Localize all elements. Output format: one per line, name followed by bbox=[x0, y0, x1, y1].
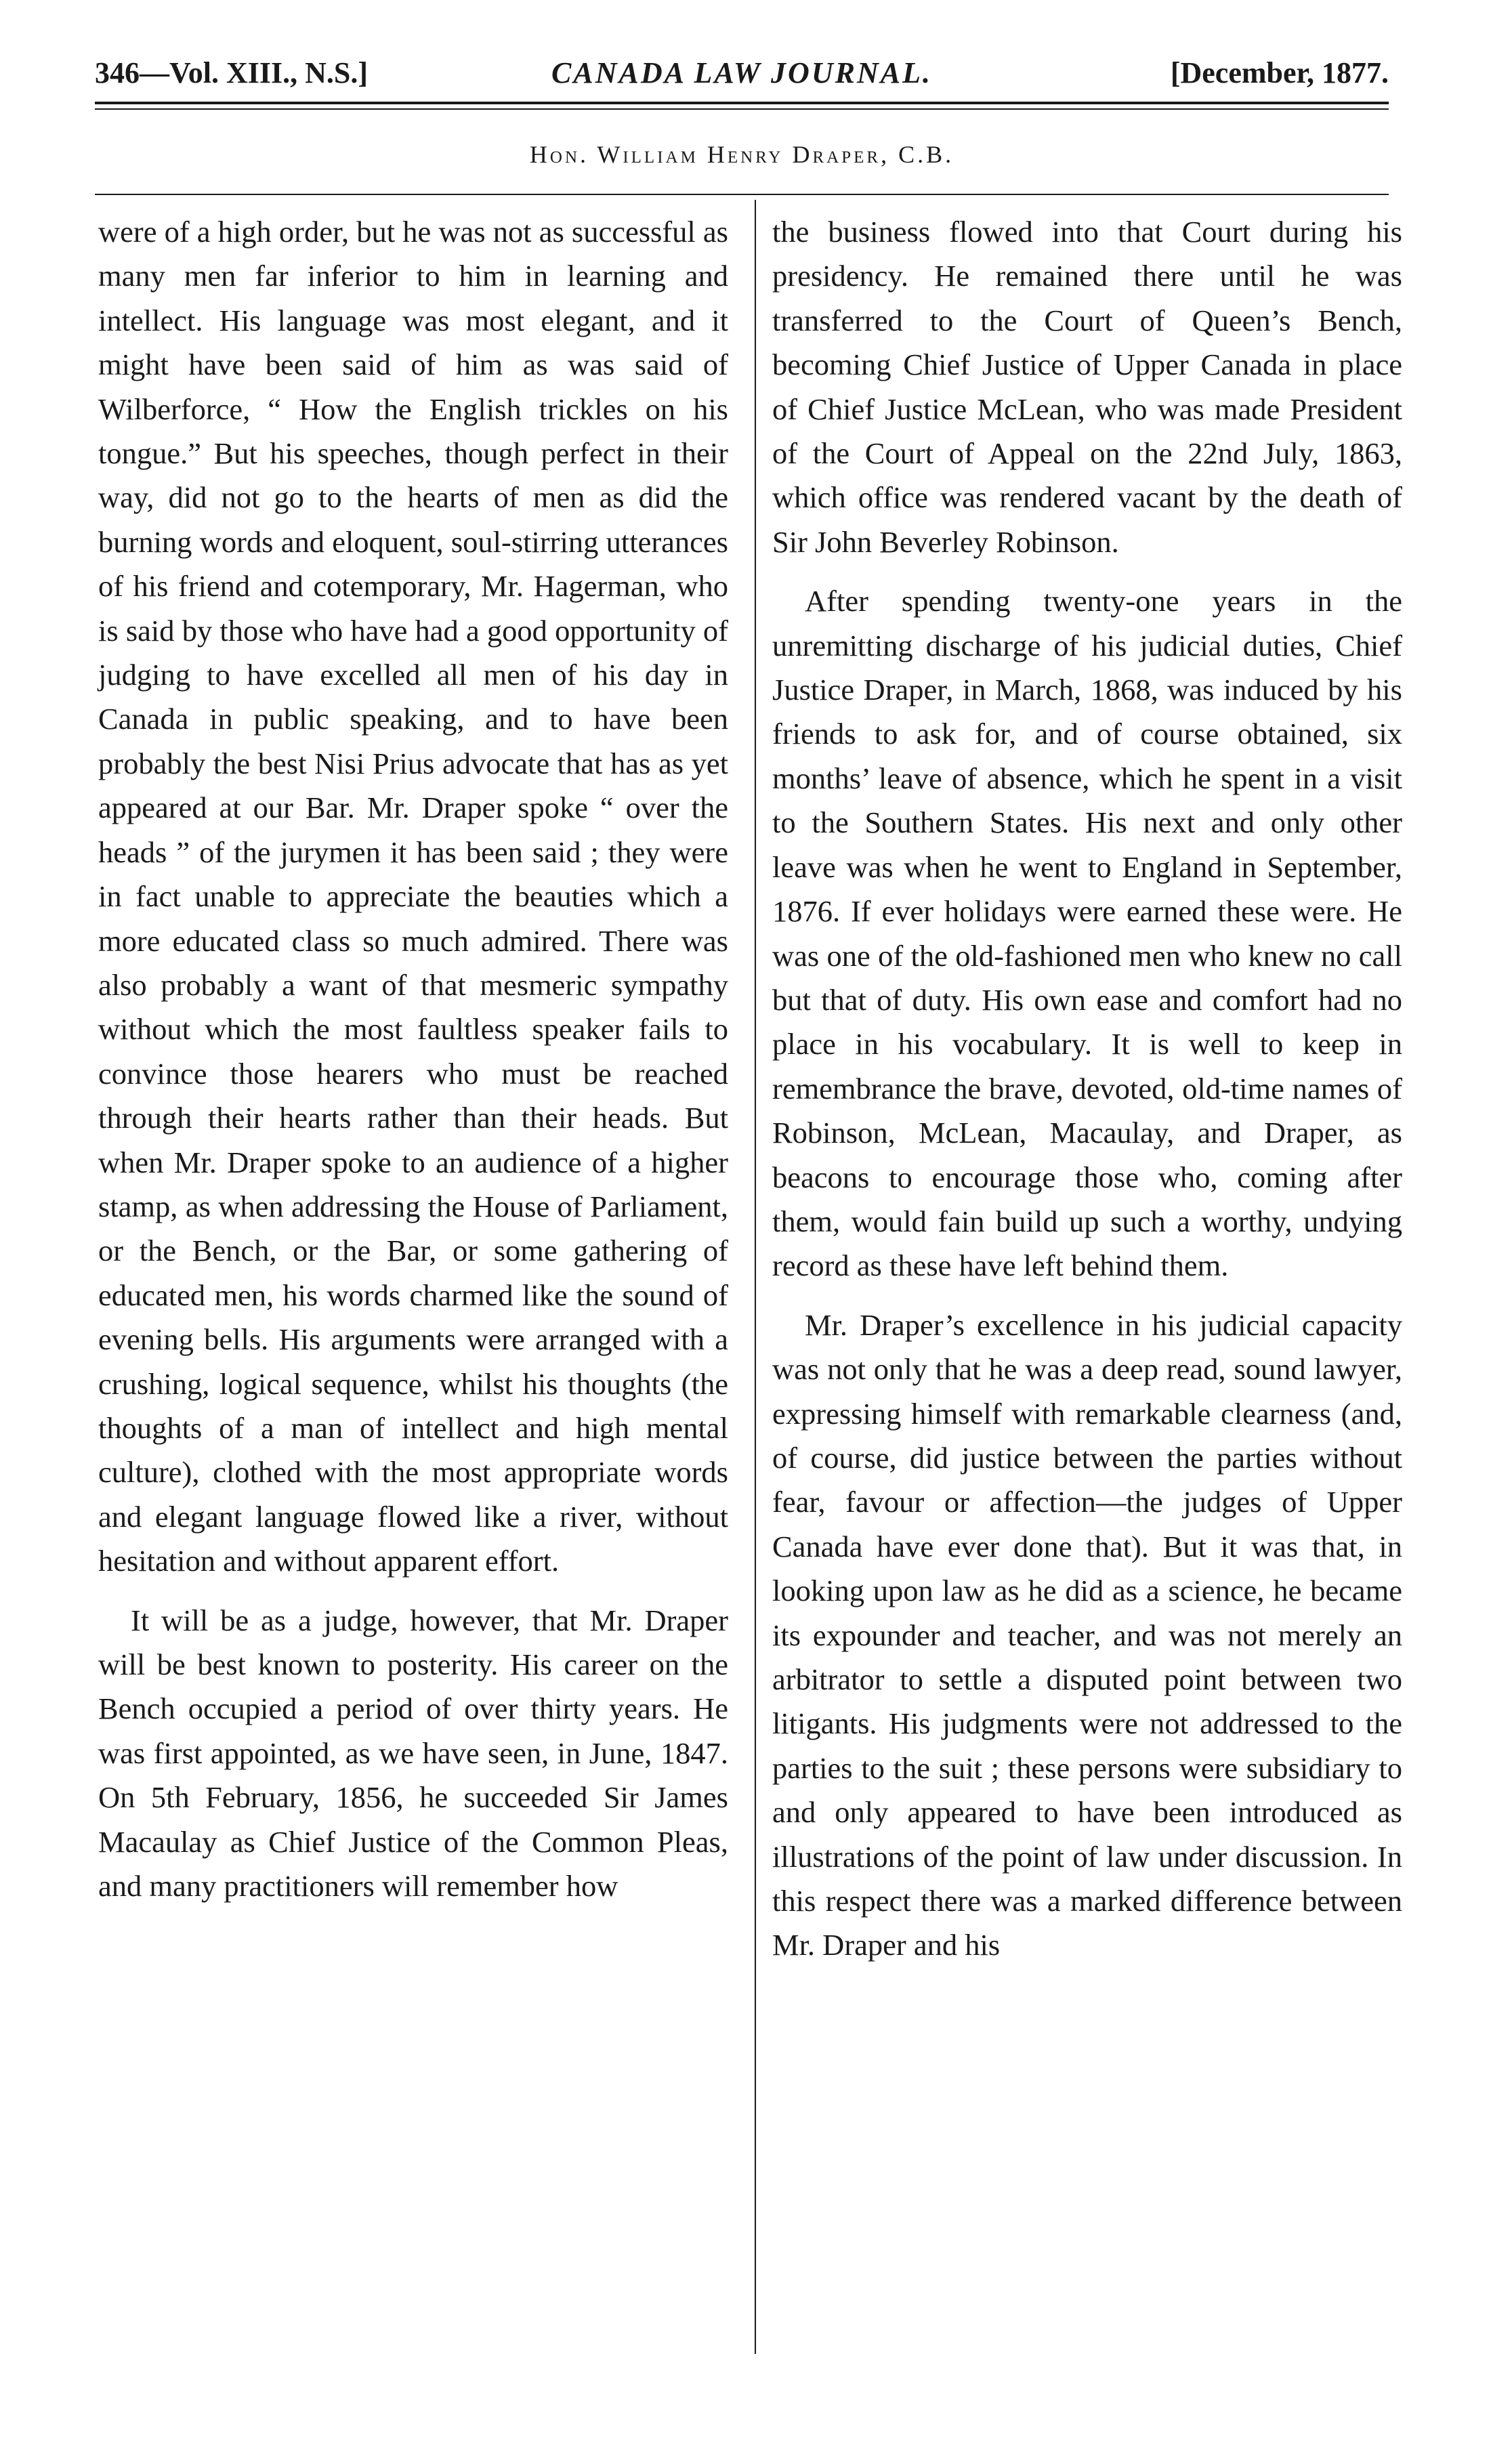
journal-title: CANADA LAW JOURNAL. bbox=[551, 56, 932, 89]
article-title: Hon. William Henry Draper, C.B. bbox=[529, 141, 954, 168]
title-rule bbox=[95, 194, 1389, 195]
right-paragraph: the business flowed into that Court during his presidency. He remained there until he was transferred to the Court of Queen’s Bench, becoming Chief Justice of Upper Canada in place of Chief Justice McLean, who was made President of the Court of Appeal on the 22nd July, 1863, which office was rendered vacant by the death of Sir John Beverley Robinson. bbox=[772, 215, 1402, 559]
volume-info: 346—Vol. XIII., N.S.] bbox=[95, 56, 369, 89]
right-paragraph: After spending twenty-one years in the unremitting discharge of his judicial duties, Chief Justice Draper, in March, 1868, was induced by his friends to ask for, and of course obtained, six months’ leave of absence, which he spent in a visit to the Southern States. His next and only other leave was when he went to England in September, 1876. If ever holidays were earned these were. He was one of the old-fashioned men who knew no call but that of duty. His own ease and comfort had no place in his vocabulary. It is well to keep in remembrance the brave, devoted, old-time names of Robinson, McLean, Macaulay, and Draper, as beacons to encourage those who, coming after them, would fain build up such a worthy, undying record as these have left behind them. bbox=[772, 584, 1402, 1283]
header-rule-double bbox=[95, 108, 1389, 110]
header-rule-top bbox=[95, 102, 1389, 104]
running-head bbox=[95, 53, 1389, 93]
right-paragraph: Mr. Draper’s excellence in his judicial capacity was not only that he was a deep read, sound lawyer, expressing himself with remarkable clearness (and, of course, did justice between the parties without fear, favour or affection—the judges of Upper Canada have ever done that). But it was that, in looking upon law as he did as a science, he became its expounder and teacher, and was not merely an arbitrator to settle a disputed point between two litigants. His judgments were not addressed to the parties to the suit ; these persons were subsidiary to and only appeared to have been introduced as illustrations of the point of law under discussion. In this respect there was a marked difference between Mr. Draper and his bbox=[772, 1307, 1402, 1962]
left-column bbox=[98, 210, 728, 1908]
left-paragraph: were of a high order, but he was not as successful as many men far inferior to him in learning and intellect. His language was most elegant, and it might have been said of him as was said of Wilberforce, “ How the English trickles on his tongue.” But his speeches, though perfect in their way, did not go to the hearts of men as did the burning words and eloquent, soul-stirring utterances of his friend and cotemporary, Mr. Hagerman, who is said by those who have had a good opportunity of judging to have excelled all men of his day in Canada in public speaking, and to have been probably the best Nisi Prius advocate that has as yet appeared at our Bar. Mr. Draper spoke “ over the heads ” of the jurymen it has been said ; they were in fact unable to appreciate the beauties which a more educated class so much admired. There was also probably a want of that mesmeric sympathy without which the most faultless speaker fails to convince those hearers who must be reached through their hearts rather than their heads. But when Mr. Draper spoke to an audience of a higher stamp, as when addressing the House of Parliament, or the Bench, or the Bar, or some gathering of educated men, his words charmed like the sound of evening bells. His arguments were arranged with a crushing, logical sequence, whilst his thoughts (the thoughts of a man of intellect and high mental culture), clothed with the most appropriate words and elegant language flowed like a river, without hesitation and without apparent effort. bbox=[98, 215, 728, 1578]
left-paragraph: It will be as a judge, however, that Mr. Draper will be best known to posterity. His career on the Bench occupied a period of over thirty years. He was first appointed, as we have seen, in June, 1847. On 5th February, 1856, he succeeded Sir James Macaulay as Chief Justice of the Common Pleas, and many practitioners will remember how bbox=[98, 1603, 728, 1903]
column-divider bbox=[755, 200, 756, 2354]
issue-date: [December, 1877. bbox=[1170, 56, 1389, 89]
right-column bbox=[772, 210, 1402, 1968]
